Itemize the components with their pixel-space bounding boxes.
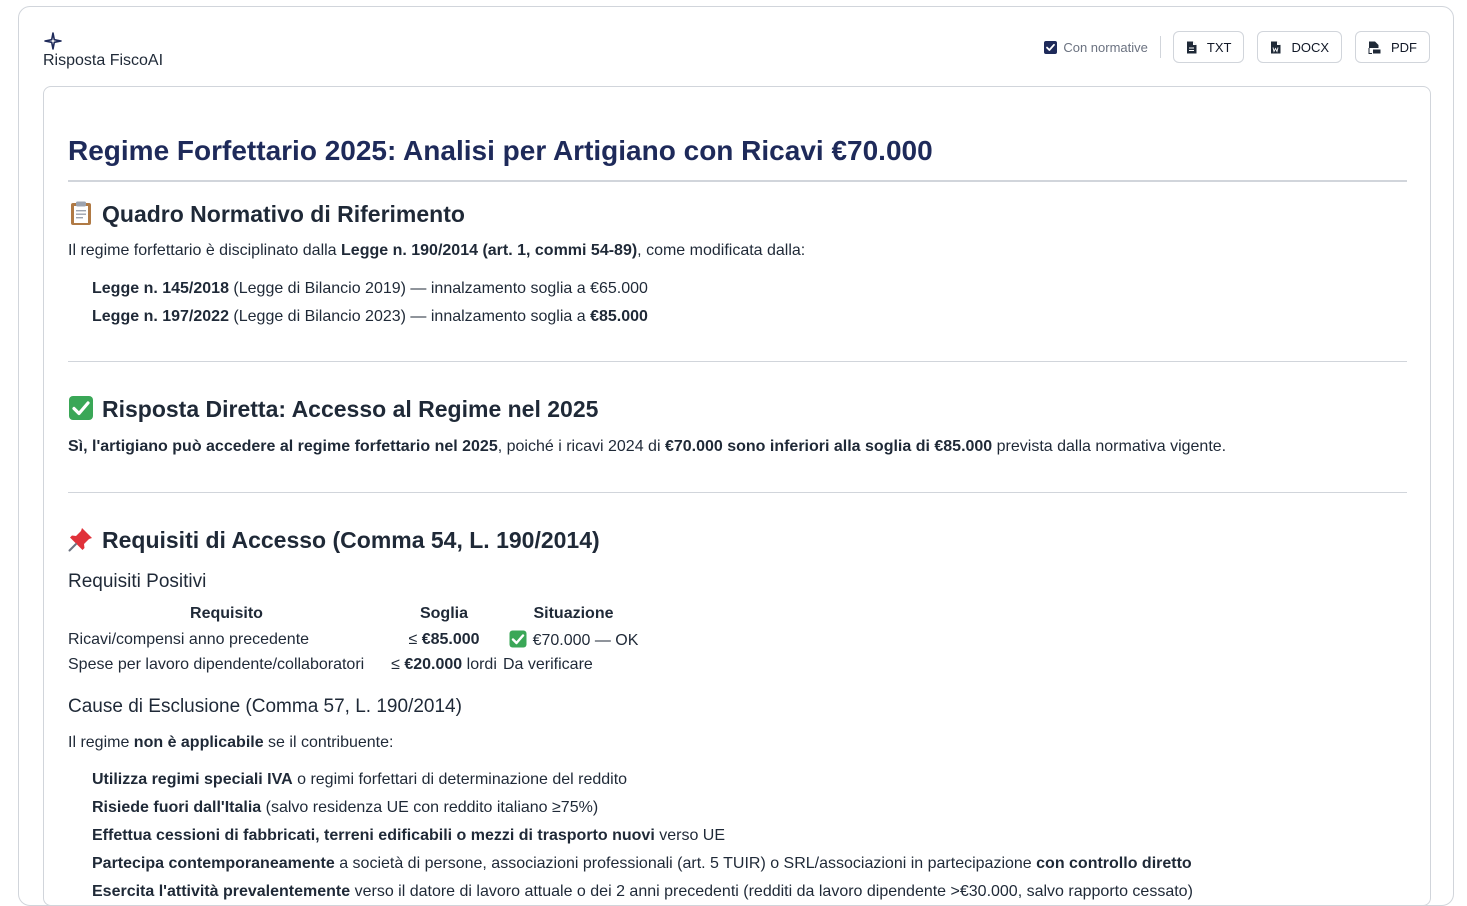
list-item: Effettua cessioni di fabbricati, terreni edificabili o mezzi di trasporto nuovi verso UE: [92, 827, 726, 844]
section-heading-requisiti: [68, 525, 600, 555]
export-pdf-label: PDF: [1391, 39, 1417, 55]
table-cell: ≤ €85.000: [408, 630, 480, 648]
table-header: Soglia: [419, 605, 468, 622]
section-heading-text: Quadro Normativo di Riferimento: [102, 201, 465, 227]
table-cell: ≤ €20.000 lordi: [391, 655, 497, 673]
requirements-table: [68, 601, 644, 677]
file-text-icon: [1186, 41, 1197, 54]
table-row: [68, 652, 644, 677]
list-item: Legge n. 145/2018 (Legge di Bilancio 2019) — innalzamento soglia a €65.000: [92, 280, 648, 297]
answer-panel: [43, 86, 1431, 906]
list-item: Utilizza regimi speciali IVA o regimi forfettari di determinazione del reddito: [92, 771, 628, 788]
table-cell: Ricavi/compensi anno precedente: [68, 630, 310, 648]
section-heading-text: Requisiti di Accesso (Comma 54, L. 190/2014): [102, 527, 600, 553]
clipboard-icon: [68, 200, 94, 226]
table-row: [68, 627, 644, 652]
section-heading-normativa: [68, 199, 465, 229]
subheading-positive: Requisiti Positivi: [68, 571, 207, 592]
section-heading-text: Risposta Diretta: Accesso al Regime nel 2025: [102, 396, 599, 422]
file-word-icon: [1270, 41, 1281, 54]
table-header: Requisito: [190, 605, 263, 622]
divider: [68, 361, 1407, 362]
paragraph-normativa: Il regime forfettario è disciplinato dalla Legge n. 190/2014 (art. 1, commi 54-89), come modificata dalla:: [68, 242, 806, 259]
response-title: Risposta FiscoAI: [43, 52, 164, 69]
export-docx-button[interactable]: [1257, 31, 1342, 63]
list-item: Risiede fuori dall'Italia (salvo residenza UE con reddito italiano ≥75%): [92, 799, 599, 816]
table-cell: €70.000 — OK: [503, 627, 644, 652]
check-mark-icon: [68, 395, 94, 421]
list-item: Legge n. 197/2022 (Legge di Bilancio 2023) — innalzamento soglia a €85.000: [92, 308, 648, 325]
check-mark-icon: [509, 630, 527, 648]
sparkle-icon: [44, 32, 62, 50]
file-pdf-icon: [1368, 41, 1381, 54]
subheading-exclusion: Cause di Esclusione (Comma 57, L. 190/2014): [68, 696, 462, 717]
normative-label: Con normative: [1063, 39, 1148, 55]
page-title: Regime Forfettario 2025: Analisi per Artigiano con Ricavi €70.000: [68, 132, 1407, 182]
export-docx-label: DOCX: [1291, 39, 1329, 55]
toolbar-divider: [1160, 36, 1161, 58]
list-item: Partecipa contemporaneamente a società di persone, associazioni professionali (art. 5 TUIR) o SRL/associazioni in partecipazione con controllo diretto: [92, 855, 1192, 872]
toolbar: [1044, 31, 1430, 63]
response-card: [18, 6, 1454, 906]
section-heading-risposta: [68, 394, 598, 424]
divider: [68, 492, 1407, 493]
list-item: Esercita l'attività prevalentemente verso il datore di lavoro attuale o dei 2 anni precedenti (redditi da lavoro dipendente >€30.000, salvo rapporto cessato): [92, 883, 1193, 900]
pushpin-icon: [68, 526, 94, 552]
paragraph-exclusion: Il regime non è applicabile se il contribuente:: [68, 734, 394, 751]
paragraph-risposta: Sì, l'artigiano può accedere al regime forfettario nel 2025, poiché i ricavi 2024 di €70.000 sono inferiori alla soglia di €85.000 prevista dalla normativa vigente.: [68, 438, 1227, 455]
table-cell: Spese per lavoro dipendente/collaboratori: [68, 655, 365, 673]
normative-checkbox[interactable]: [1044, 41, 1057, 54]
export-txt-button[interactable]: [1173, 31, 1245, 63]
table-header: Situazione: [533, 605, 614, 622]
export-pdf-button[interactable]: [1355, 31, 1430, 63]
export-txt-label: TXT: [1206, 39, 1232, 55]
table-cell: Da verificare: [503, 655, 593, 673]
normative-toggle[interactable]: [1044, 40, 1148, 55]
table-header-row: [68, 601, 644, 627]
